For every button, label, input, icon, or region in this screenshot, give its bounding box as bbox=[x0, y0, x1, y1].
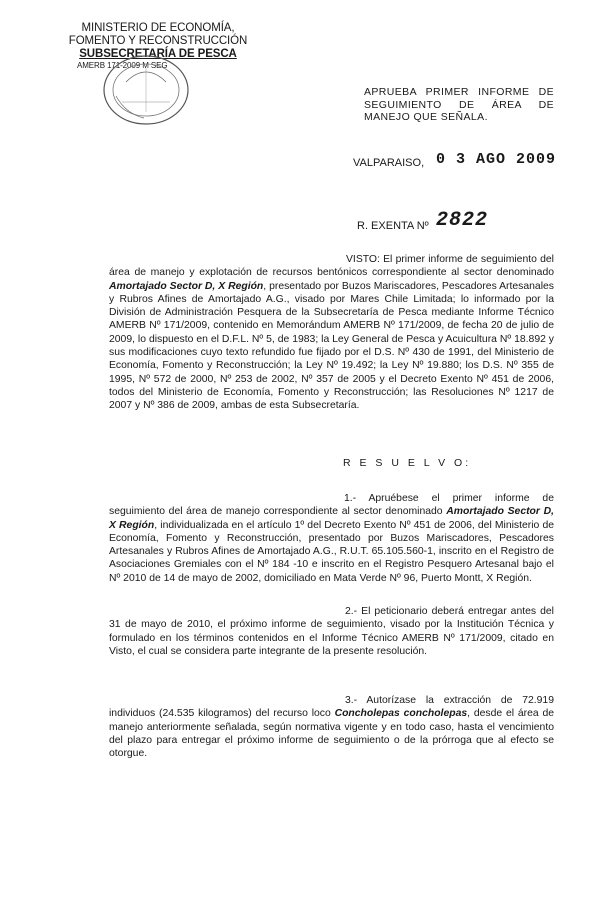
resolution-label: R. EXENTA Nº bbox=[357, 220, 429, 232]
resolution-item-1 bbox=[109, 492, 554, 585]
item-2-text-1: El peticionario deberá entregar antes del 31 de mayo de 2010, el próximo informe de seguimiento, visado por la Institución Técnica y formulado en los términos contenidos en el Informe Técnico AMERB Nº 171/2009, citado en Visto, el cual se considera parte integrante de la presente resolución. bbox=[109, 606, 554, 657]
visto-sector-name: Amortajado Sector D, X Región bbox=[109, 280, 264, 292]
item-2-number: 2.- bbox=[345, 606, 358, 617]
visto-text-2: , presentado por Buzos Mariscadores, Pescadores Artesanales y Rubros Afines de Amortajado A.G., visado por Mares Chile Limitada; lo informado por la División de Administración Pesquera de la Subsecretaría de Pesca mediante Informe Técnico AMERB Nº 171/2009, contenido en Memorándum AMERB Nº 171/2009, de fecha 20 de julio de 2009, lo dispuesto en el D.F.L. Nº 5, de 1983; la Ley General de Pesca y Acuicultura Nº 18.892 y sus modificaciones cuyo texto refundido fue fijado por el D.S. Nº 430 de 1991, del Ministerio de Economía, Fomento y Reconstrucción; la Ley Nº 19.492; la Ley Nº 19.880; los D.S. Nº 355 de 1995, Nº 572 de 2000, Nº 253 de 2002, Nº 357 de 2005 y el Decreto Exento Nº 451 de 2006, todos del Ministerio de Economía, Fomento y Reconstrucción; las Resoluciones Nº 1217 de 2007 y Nº 386 de 2009, ambas de esta Subsecretaría. bbox=[109, 280, 554, 412]
header-line-2: FOMENTO Y RECONSTRUCCIÓN bbox=[68, 35, 248, 47]
visto-text-1: El primer informe de seguimiento del área de manejo y explotación de recursos bentónicos correspondiente al sector denominado bbox=[109, 254, 554, 279]
resuelvo-heading: R E S U E L V O: bbox=[343, 457, 472, 469]
item-1-number: 1.- bbox=[344, 493, 357, 504]
visto-paragraph bbox=[109, 253, 554, 413]
official-seal-stamp bbox=[96, 52, 196, 132]
item-3-text-2: , desde el área de manejo anteriormente señalada, según normativa vigente y en todo caso, hasta el vencimiento del plazo para entregar el próximo informe de seguimiento o de la prórroga que al efecto se otorgue. bbox=[109, 708, 555, 760]
header-line-3: SUBSECRETARÍA DE PESCA bbox=[79, 48, 237, 60]
item-3-number: 3.- bbox=[345, 695, 358, 706]
item-1-sector-name: Amortajado Sector D, X Región bbox=[109, 506, 554, 531]
document-title: APRUEBA PRIMER INFORME DE SEGUIMIENTO DE ÁREA DE MANEJO QUE SEÑALA. bbox=[364, 86, 554, 123]
item-1-text-1: Apruébese el primer informe de seguimiento del área de manejo correspondiente al sector denominado bbox=[109, 493, 554, 518]
item-1-text-2: , individualizada en el artículo 1º del Decreto Exento Nº 451 de 2006, del Ministerio de Economía, Fomento y Reconstrucción, presentado por Buzos Mariscadores, Pescadores Artesanales y Rubros Afines de Amortajado A.G., R.U.T. 65.105.560-1, inscrito en el Registro de Asociaciones Gremiales con el Nº 184 -10 e inscrito en el Registro Pesquero Artesanal bajo el Nº 2010 de 14 de mayo de 2002, domiciliado en Mata Verde Nº 96, Puerto Montt, X Región. bbox=[109, 519, 554, 584]
header-line-4: AMERB 171-2009 M SEG bbox=[77, 61, 168, 70]
resolution-item-2 bbox=[109, 605, 554, 658]
item-3-text-1: Autorízase la extracción de 72.919 individuos (24.535 kilogramos) del recurso loco bbox=[109, 695, 554, 720]
date-city: VALPARAISO, bbox=[353, 157, 425, 169]
date-stamp: 0 3 AGO 2009 bbox=[436, 151, 557, 168]
item-3-species-name: Concholepas concholepas bbox=[334, 708, 468, 720]
header-line-1: MINISTERIO DE ECONOMÍA, bbox=[81, 22, 235, 34]
resolution-item-3 bbox=[109, 694, 554, 760]
resolution-number: 2822 bbox=[436, 209, 489, 232]
visto-label: VISTO: bbox=[346, 254, 380, 265]
